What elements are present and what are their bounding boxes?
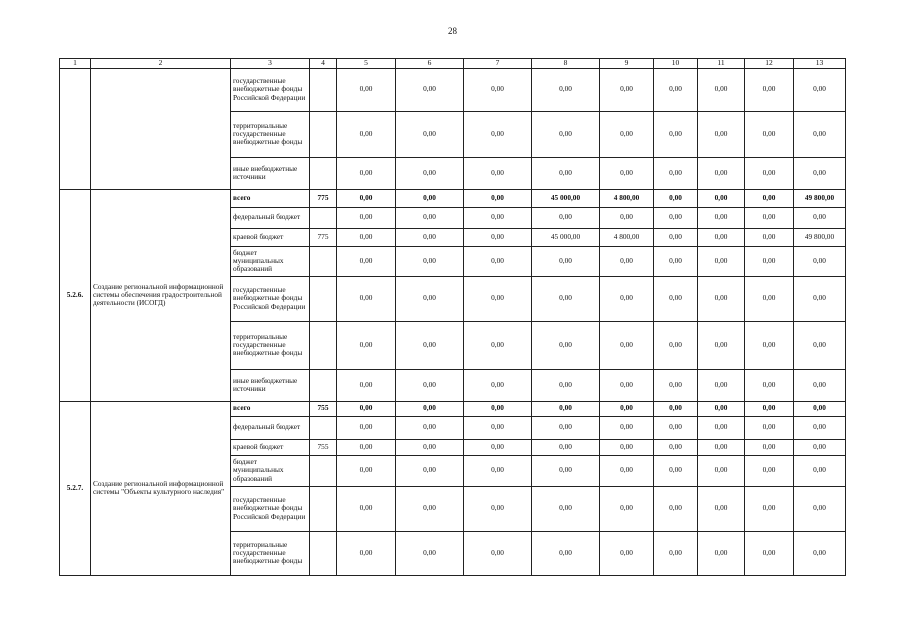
cell-value: 0,00 xyxy=(337,246,396,276)
cell-value: 0,00 xyxy=(464,401,532,416)
funding-source: территориальные государственные внебюджетные фонды xyxy=(231,531,310,575)
cell-value: 0,00 xyxy=(698,439,745,455)
cell-value: 0,00 xyxy=(396,189,464,207)
item-name: Создание региональной информационной системы "Объекты культурного наследия" xyxy=(91,401,231,575)
cell-value: 0,00 xyxy=(337,439,396,455)
cell-value: 0,00 xyxy=(794,369,846,401)
cell-value: 0,00 xyxy=(654,246,698,276)
cell-value: 45 000,00 xyxy=(532,228,600,246)
cell-value: 0,00 xyxy=(464,369,532,401)
cell-value: 0,00 xyxy=(745,321,794,369)
cell-value: 0,00 xyxy=(532,68,600,111)
item-code: 5.2.7. xyxy=(60,401,91,575)
cell-value: 0,00 xyxy=(745,401,794,416)
cell-value: 0,00 xyxy=(532,207,600,228)
column-header: 6 xyxy=(396,59,464,69)
cell-value: 0,00 xyxy=(698,228,745,246)
cell-value: 0,00 xyxy=(698,531,745,575)
cell-code xyxy=(310,276,337,321)
funding-source: территориальные государственные внебюджетные фонды xyxy=(231,321,310,369)
cell-value: 0,00 xyxy=(745,207,794,228)
cell-value: 0,00 xyxy=(794,401,846,416)
cell-value: 0,00 xyxy=(654,455,698,486)
cell-value: 0,00 xyxy=(600,531,654,575)
cell-value: 0,00 xyxy=(654,321,698,369)
cell-value: 0,00 xyxy=(794,439,846,455)
cell-value: 0,00 xyxy=(654,531,698,575)
cell-value: 0,00 xyxy=(600,68,654,111)
cell-value: 0,00 xyxy=(794,246,846,276)
cell-value: 0,00 xyxy=(745,531,794,575)
cell-value: 0,00 xyxy=(698,276,745,321)
cell-value: 0,00 xyxy=(745,439,794,455)
cell-value: 0,00 xyxy=(464,531,532,575)
cell-value: 0,00 xyxy=(337,68,396,111)
cell-code xyxy=(310,157,337,189)
cell-code xyxy=(310,111,337,157)
cell-value: 0,00 xyxy=(654,416,698,439)
cell-value: 0,00 xyxy=(794,486,846,531)
cell-value: 0,00 xyxy=(698,486,745,531)
cell-value: 0,00 xyxy=(745,157,794,189)
cell-value: 0,00 xyxy=(337,207,396,228)
cell-code xyxy=(310,68,337,111)
funding-source: краевой бюджет xyxy=(231,228,310,246)
funding-source: всего xyxy=(231,189,310,207)
column-header: 11 xyxy=(698,59,745,69)
cell-code xyxy=(310,321,337,369)
funding-source: территориальные государственные внебюджетные фонды xyxy=(231,111,310,157)
cell-value: 0,00 xyxy=(600,276,654,321)
cell-value: 0,00 xyxy=(654,207,698,228)
column-header: 1 xyxy=(60,59,91,69)
cell-code xyxy=(310,246,337,276)
cell-value: 0,00 xyxy=(337,228,396,246)
cell-code xyxy=(310,416,337,439)
cell-value: 0,00 xyxy=(745,276,794,321)
cell-value: 0,00 xyxy=(396,455,464,486)
cell-value: 0,00 xyxy=(600,401,654,416)
cell-code: 755 xyxy=(310,439,337,455)
cell-value: 0,00 xyxy=(794,531,846,575)
header-row xyxy=(60,59,846,69)
table-row xyxy=(60,68,846,111)
funding-source: всего xyxy=(231,401,310,416)
column-header: 5 xyxy=(337,59,396,69)
cell-value: 0,00 xyxy=(600,111,654,157)
cell-value: 0,00 xyxy=(654,486,698,531)
cell-value: 0,00 xyxy=(532,439,600,455)
column-header: 2 xyxy=(91,59,231,69)
table-row xyxy=(60,401,846,416)
cell-value: 0,00 xyxy=(337,276,396,321)
cell-value: 0,00 xyxy=(654,68,698,111)
cell-value: 0,00 xyxy=(745,111,794,157)
funding-source: краевой бюджет xyxy=(231,439,310,455)
cell-value: 0,00 xyxy=(464,321,532,369)
cell-value: 0,00 xyxy=(532,369,600,401)
cell-value: 0,00 xyxy=(600,416,654,439)
cell-value: 0,00 xyxy=(532,246,600,276)
cell-value: 0,00 xyxy=(654,439,698,455)
cell-value: 0,00 xyxy=(745,455,794,486)
cell-value: 0,00 xyxy=(698,189,745,207)
column-header: 10 xyxy=(654,59,698,69)
cell-value: 0,00 xyxy=(600,439,654,455)
cell-value: 0,00 xyxy=(396,321,464,369)
funding-source: государственные внебюджетные фонды Российской Федерации xyxy=(231,68,310,111)
column-header: 7 xyxy=(464,59,532,69)
cell-value: 0,00 xyxy=(532,276,600,321)
cell-value: 0,00 xyxy=(600,321,654,369)
cell-value: 0,00 xyxy=(464,246,532,276)
cell-value: 0,00 xyxy=(532,416,600,439)
cell-value: 0,00 xyxy=(532,401,600,416)
cell-value: 0,00 xyxy=(337,401,396,416)
funding-source: федеральный бюджет xyxy=(231,416,310,439)
table-body xyxy=(60,68,846,575)
cell-value: 0,00 xyxy=(396,401,464,416)
funding-source: бюджет муниципальных образований xyxy=(231,455,310,486)
cell-value: 0,00 xyxy=(654,189,698,207)
cell-value: 0,00 xyxy=(464,111,532,157)
cell-value: 0,00 xyxy=(654,157,698,189)
cell-value: 0,00 xyxy=(532,111,600,157)
cell-value: 0,00 xyxy=(396,157,464,189)
cell-value: 0,00 xyxy=(464,207,532,228)
cell-value: 0,00 xyxy=(337,455,396,486)
cell-value: 0,00 xyxy=(464,276,532,321)
cell-value: 0,00 xyxy=(745,416,794,439)
cell-value: 0,00 xyxy=(794,111,846,157)
column-header: 3 xyxy=(231,59,310,69)
cell-value: 49 800,00 xyxy=(794,189,846,207)
cell-value: 0,00 xyxy=(698,401,745,416)
cell-value: 0,00 xyxy=(600,207,654,228)
column-header: 8 xyxy=(532,59,600,69)
cell-value: 0,00 xyxy=(600,486,654,531)
cell-value: 0,00 xyxy=(698,111,745,157)
cell-value: 0,00 xyxy=(794,207,846,228)
cell-value: 4 800,00 xyxy=(600,189,654,207)
cell-value: 0,00 xyxy=(698,246,745,276)
cell-value: 0,00 xyxy=(745,189,794,207)
cell-value: 45 000,00 xyxy=(532,189,600,207)
cell-value: 0,00 xyxy=(532,455,600,486)
funding-source: бюджет муниципальных образований xyxy=(231,246,310,276)
cell-value: 0,00 xyxy=(600,246,654,276)
funding-source: иные внебюджетные источники xyxy=(231,369,310,401)
cell-value: 0,00 xyxy=(745,486,794,531)
cell-code xyxy=(310,531,337,575)
page-number: 28 xyxy=(448,26,457,36)
cell-value: 0,00 xyxy=(794,321,846,369)
cell-value: 0,00 xyxy=(532,321,600,369)
budget-table xyxy=(59,58,846,576)
cell-value: 0,00 xyxy=(337,111,396,157)
cell-value: 0,00 xyxy=(337,531,396,575)
cell-value: 0,00 xyxy=(396,486,464,531)
item-code xyxy=(60,68,91,189)
cell-value: 0,00 xyxy=(464,68,532,111)
cell-value: 0,00 xyxy=(464,157,532,189)
cell-code xyxy=(310,207,337,228)
cell-value: 0,00 xyxy=(396,369,464,401)
item-name: Создание региональной информационной системы обеспечения градостроительной деятельности (ИСОГД) xyxy=(91,189,231,401)
cell-code: 775 xyxy=(310,189,337,207)
cell-value: 49 800,00 xyxy=(794,228,846,246)
funding-source: иные внебюджетные источники xyxy=(231,157,310,189)
cell-value: 0,00 xyxy=(698,416,745,439)
cell-value: 0,00 xyxy=(337,157,396,189)
cell-value: 0,00 xyxy=(698,157,745,189)
column-header: 12 xyxy=(745,59,794,69)
cell-value: 0,00 xyxy=(654,228,698,246)
cell-value: 0,00 xyxy=(745,228,794,246)
cell-code xyxy=(310,369,337,401)
cell-value: 0,00 xyxy=(337,416,396,439)
cell-value: 0,00 xyxy=(745,68,794,111)
funding-source: государственные внебюджетные фонды Российской Федерации xyxy=(231,486,310,531)
cell-value: 0,00 xyxy=(600,369,654,401)
cell-value: 0,00 xyxy=(396,68,464,111)
cell-value: 0,00 xyxy=(532,157,600,189)
cell-value: 0,00 xyxy=(464,439,532,455)
cell-value: 4 800,00 xyxy=(600,228,654,246)
cell-value: 0,00 xyxy=(698,321,745,369)
cell-value: 0,00 xyxy=(600,157,654,189)
cell-value: 0,00 xyxy=(396,228,464,246)
table-row xyxy=(60,189,846,207)
cell-value: 0,00 xyxy=(337,369,396,401)
cell-value: 0,00 xyxy=(464,486,532,531)
cell-value: 0,00 xyxy=(698,369,745,401)
cell-value: 0,00 xyxy=(654,401,698,416)
cell-value: 0,00 xyxy=(396,439,464,455)
cell-value: 0,00 xyxy=(532,486,600,531)
cell-value: 0,00 xyxy=(654,369,698,401)
cell-value: 0,00 xyxy=(794,157,846,189)
cell-value: 0,00 xyxy=(337,321,396,369)
cell-code: 775 xyxy=(310,228,337,246)
cell-code xyxy=(310,455,337,486)
cell-value: 0,00 xyxy=(532,531,600,575)
funding-source: государственные внебюджетные фонды Российской Федерации xyxy=(231,276,310,321)
cell-value: 0,00 xyxy=(698,68,745,111)
cell-value: 0,00 xyxy=(698,207,745,228)
funding-source: федеральный бюджет xyxy=(231,207,310,228)
cell-value: 0,00 xyxy=(794,276,846,321)
cell-value: 0,00 xyxy=(654,276,698,321)
item-name xyxy=(91,68,231,189)
cell-value: 0,00 xyxy=(396,531,464,575)
cell-value: 0,00 xyxy=(745,369,794,401)
cell-value: 0,00 xyxy=(600,455,654,486)
cell-value: 0,00 xyxy=(794,455,846,486)
cell-value: 0,00 xyxy=(396,246,464,276)
cell-value: 0,00 xyxy=(396,111,464,157)
cell-value: 0,00 xyxy=(745,246,794,276)
cell-value: 0,00 xyxy=(337,189,396,207)
column-header: 9 xyxy=(600,59,654,69)
cell-value: 0,00 xyxy=(464,228,532,246)
cell-value: 0,00 xyxy=(464,416,532,439)
cell-value: 0,00 xyxy=(698,455,745,486)
column-header: 13 xyxy=(794,59,846,69)
cell-value: 0,00 xyxy=(794,68,846,111)
cell-value: 0,00 xyxy=(337,486,396,531)
cell-value: 0,00 xyxy=(464,455,532,486)
cell-value: 0,00 xyxy=(654,111,698,157)
cell-code xyxy=(310,486,337,531)
cell-value: 0,00 xyxy=(396,276,464,321)
cell-code: 755 xyxy=(310,401,337,416)
cell-value: 0,00 xyxy=(464,189,532,207)
cell-value: 0,00 xyxy=(396,416,464,439)
cell-value: 0,00 xyxy=(794,416,846,439)
item-code: 5.2.6. xyxy=(60,189,91,401)
column-header: 4 xyxy=(310,59,337,69)
cell-value: 0,00 xyxy=(396,207,464,228)
